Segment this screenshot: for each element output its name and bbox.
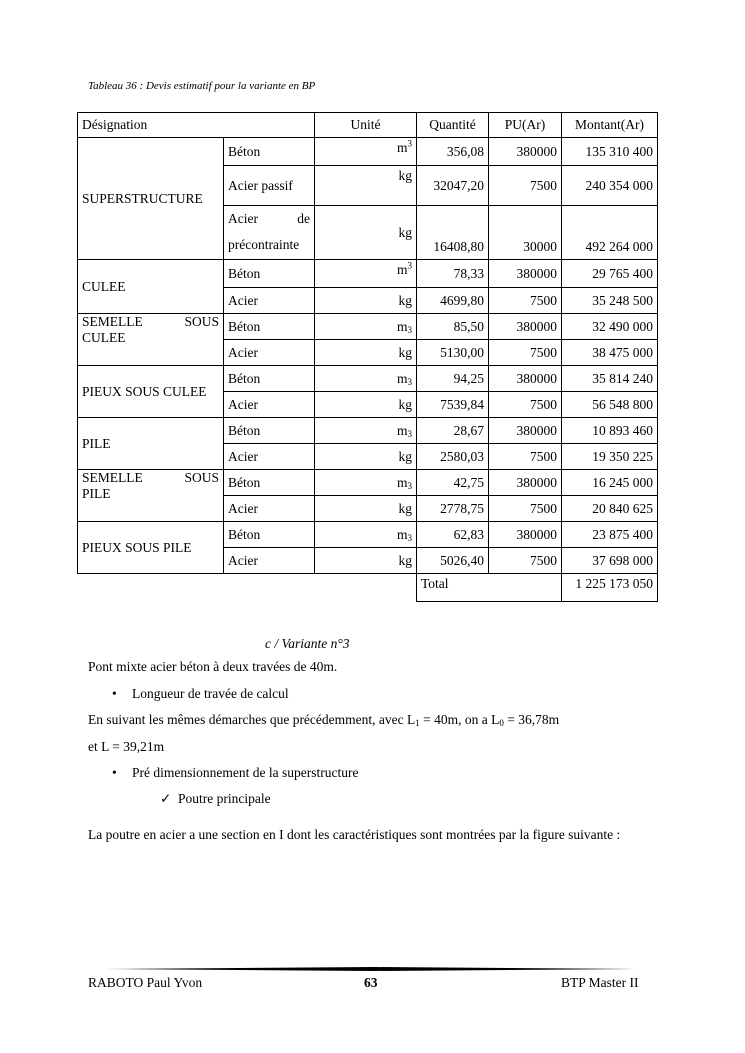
header-quantite: Quantité bbox=[417, 113, 489, 138]
item-cell: Acier passif bbox=[224, 166, 315, 206]
table-row bbox=[78, 366, 658, 392]
item-cell: Béton bbox=[224, 260, 315, 288]
montant-cell: 135 310 400 bbox=[562, 138, 658, 166]
pu-cell: 7500 bbox=[489, 496, 562, 522]
unit-cell: kg bbox=[315, 340, 417, 366]
group-semelle-sous-culee: SEMELLE SOUS CULEE bbox=[78, 314, 224, 366]
group-semelle-sous-pile: SEMELLE SOUS PILE bbox=[78, 470, 224, 522]
item-cell: Béton bbox=[224, 314, 315, 340]
footer-author: RABOTO Paul Yvon bbox=[88, 975, 203, 990]
item-cell: Acier de précontrainte bbox=[224, 206, 315, 260]
pu-cell: 380000 bbox=[489, 522, 562, 548]
group-pieux-sous-pile: PIEUX SOUS PILE bbox=[78, 522, 224, 574]
item-cell: Béton bbox=[224, 418, 315, 444]
table-row bbox=[78, 260, 658, 288]
qty-cell: 4699,80 bbox=[417, 288, 489, 314]
body-line: En suivant les mêmes démarches que précédemment, avec $L_1 = 40m$, on a $L_0 = 36,78m$ bbox=[88, 712, 560, 728]
body-line: et L = 39,21m bbox=[88, 739, 165, 754]
montant-cell: 38 475 000 bbox=[562, 340, 658, 366]
pu-cell: 380000 bbox=[489, 138, 562, 166]
unit-cell: kg bbox=[315, 288, 417, 314]
montant-cell: 240 354 000 bbox=[562, 166, 658, 206]
table-header-row bbox=[78, 113, 658, 138]
item-cell: Béton bbox=[224, 366, 315, 392]
total-label: Total bbox=[417, 574, 562, 602]
item-cell: Acier bbox=[224, 392, 315, 418]
unit-cell: $m^3$ bbox=[315, 260, 417, 288]
item-cell: Acier bbox=[224, 548, 315, 574]
bullet-item: • Longueur de travée de calcul bbox=[112, 686, 289, 701]
montant-cell: 20 840 625 bbox=[562, 496, 658, 522]
unit-cell: $m^3$ bbox=[315, 138, 417, 166]
footer-divider bbox=[104, 967, 642, 971]
qty-cell: 42,75 bbox=[417, 470, 489, 496]
header-designation: Désignation bbox=[78, 113, 315, 138]
table-row bbox=[78, 418, 658, 444]
pu-cell: 7500 bbox=[489, 444, 562, 470]
unit-cell: $m_3$ bbox=[315, 366, 417, 392]
unit-cell: $m_3$ bbox=[315, 522, 417, 548]
footer-program: BTP Master II bbox=[561, 975, 639, 990]
unit-cell: $m_3$ bbox=[315, 470, 417, 496]
pu-cell: 7500 bbox=[489, 548, 562, 574]
section-title: c / Variante n°3 bbox=[265, 636, 350, 651]
montant-cell: 23 875 400 bbox=[562, 522, 658, 548]
header-montant: Montant(Ar) bbox=[562, 113, 658, 138]
item-cell: Béton bbox=[224, 522, 315, 548]
montant-cell: 16 245 000 bbox=[562, 470, 658, 496]
item-cell: Béton bbox=[224, 470, 315, 496]
bullet-icon: • bbox=[112, 686, 117, 701]
unit-cell: kg bbox=[315, 496, 417, 522]
qty-cell: 85,50 bbox=[417, 314, 489, 340]
footer-page-number: 63 bbox=[364, 975, 378, 990]
qty-cell: 16408,80 bbox=[417, 206, 489, 260]
unit-cell: kg bbox=[315, 392, 417, 418]
checkmark-icon: ✓ bbox=[160, 791, 172, 806]
pu-cell: 380000 bbox=[489, 314, 562, 340]
total-value: 1 225 173 050 bbox=[562, 574, 658, 602]
qty-cell: 28,67 bbox=[417, 418, 489, 444]
qty-cell: 356,08 bbox=[417, 138, 489, 166]
unit-cell: $m_3$ bbox=[315, 314, 417, 340]
qty-cell: 2778,75 bbox=[417, 496, 489, 522]
qty-cell: 5026,40 bbox=[417, 548, 489, 574]
table-row bbox=[78, 522, 658, 548]
intro-text: Pont mixte acier béton à deux travées de 40m. bbox=[88, 659, 338, 674]
unit-cell: $m_3$ bbox=[315, 418, 417, 444]
montant-cell: 37 698 000 bbox=[562, 548, 658, 574]
table-row bbox=[78, 470, 658, 496]
montant-cell: 492 264 000 bbox=[562, 206, 658, 260]
qty-cell: 5130,00 bbox=[417, 340, 489, 366]
qty-cell: 62,83 bbox=[417, 522, 489, 548]
qty-cell: 7539,84 bbox=[417, 392, 489, 418]
pu-cell: 380000 bbox=[489, 366, 562, 392]
montant-cell: 35 248 500 bbox=[562, 288, 658, 314]
item-cell: Acier bbox=[224, 496, 315, 522]
montant-cell: 35 814 240 bbox=[562, 366, 658, 392]
bullet-item: • Pré dimensionnement de la superstructure bbox=[112, 765, 359, 780]
unit-cell: kg bbox=[315, 548, 417, 574]
qty-cell: 94,25 bbox=[417, 366, 489, 392]
item-cell: Acier bbox=[224, 444, 315, 470]
pu-cell: 30000 bbox=[489, 206, 562, 260]
checklist-item: ✓ Poutre principale bbox=[160, 791, 271, 806]
table-row bbox=[78, 138, 658, 166]
pu-cell: 7500 bbox=[489, 340, 562, 366]
qty-cell: 32047,20 bbox=[417, 166, 489, 206]
header-unite: Unité bbox=[315, 113, 417, 138]
item-cell: Acier bbox=[224, 288, 315, 314]
body-paragraph: La poutre en acier a une section en I dont les caractéristiques sont montrées par la figure suivante : bbox=[88, 827, 621, 842]
pu-cell: 7500 bbox=[489, 392, 562, 418]
pu-cell: 380000 bbox=[489, 260, 562, 288]
montant-cell: 19 350 225 bbox=[562, 444, 658, 470]
table-row bbox=[78, 314, 658, 340]
pu-cell: 7500 bbox=[489, 288, 562, 314]
montant-cell: 56 548 800 bbox=[562, 392, 658, 418]
pu-cell: 7500 bbox=[489, 166, 562, 206]
group-pile: PILE bbox=[78, 418, 224, 470]
item-cell: Acier bbox=[224, 340, 315, 366]
bullet-icon: • bbox=[112, 765, 117, 780]
cost-estimate-table bbox=[77, 112, 658, 602]
table-caption: Tableau 36 : Devis estimatif pour la variante en BP bbox=[88, 80, 316, 92]
group-culee: CULEE bbox=[78, 260, 224, 314]
unit-cell: kg bbox=[315, 444, 417, 470]
qty-cell: 2580,03 bbox=[417, 444, 489, 470]
qty-cell: 78,33 bbox=[417, 260, 489, 288]
pu-cell: 380000 bbox=[489, 418, 562, 444]
montant-cell: 29 765 400 bbox=[562, 260, 658, 288]
montant-cell: 10 893 460 bbox=[562, 418, 658, 444]
group-superstructure: SUPERSTRUCTURE bbox=[78, 138, 224, 260]
unit-cell: kg bbox=[315, 166, 417, 206]
item-cell: Béton bbox=[224, 138, 315, 166]
unit-cell: kg bbox=[315, 206, 417, 260]
table-total-row bbox=[78, 574, 658, 602]
header-pu: PU(Ar) bbox=[489, 113, 562, 138]
montant-cell: 32 490 000 bbox=[562, 314, 658, 340]
pu-cell: 380000 bbox=[489, 470, 562, 496]
group-pieux-sous-culee: PIEUX SOUS CULEE bbox=[78, 366, 224, 418]
